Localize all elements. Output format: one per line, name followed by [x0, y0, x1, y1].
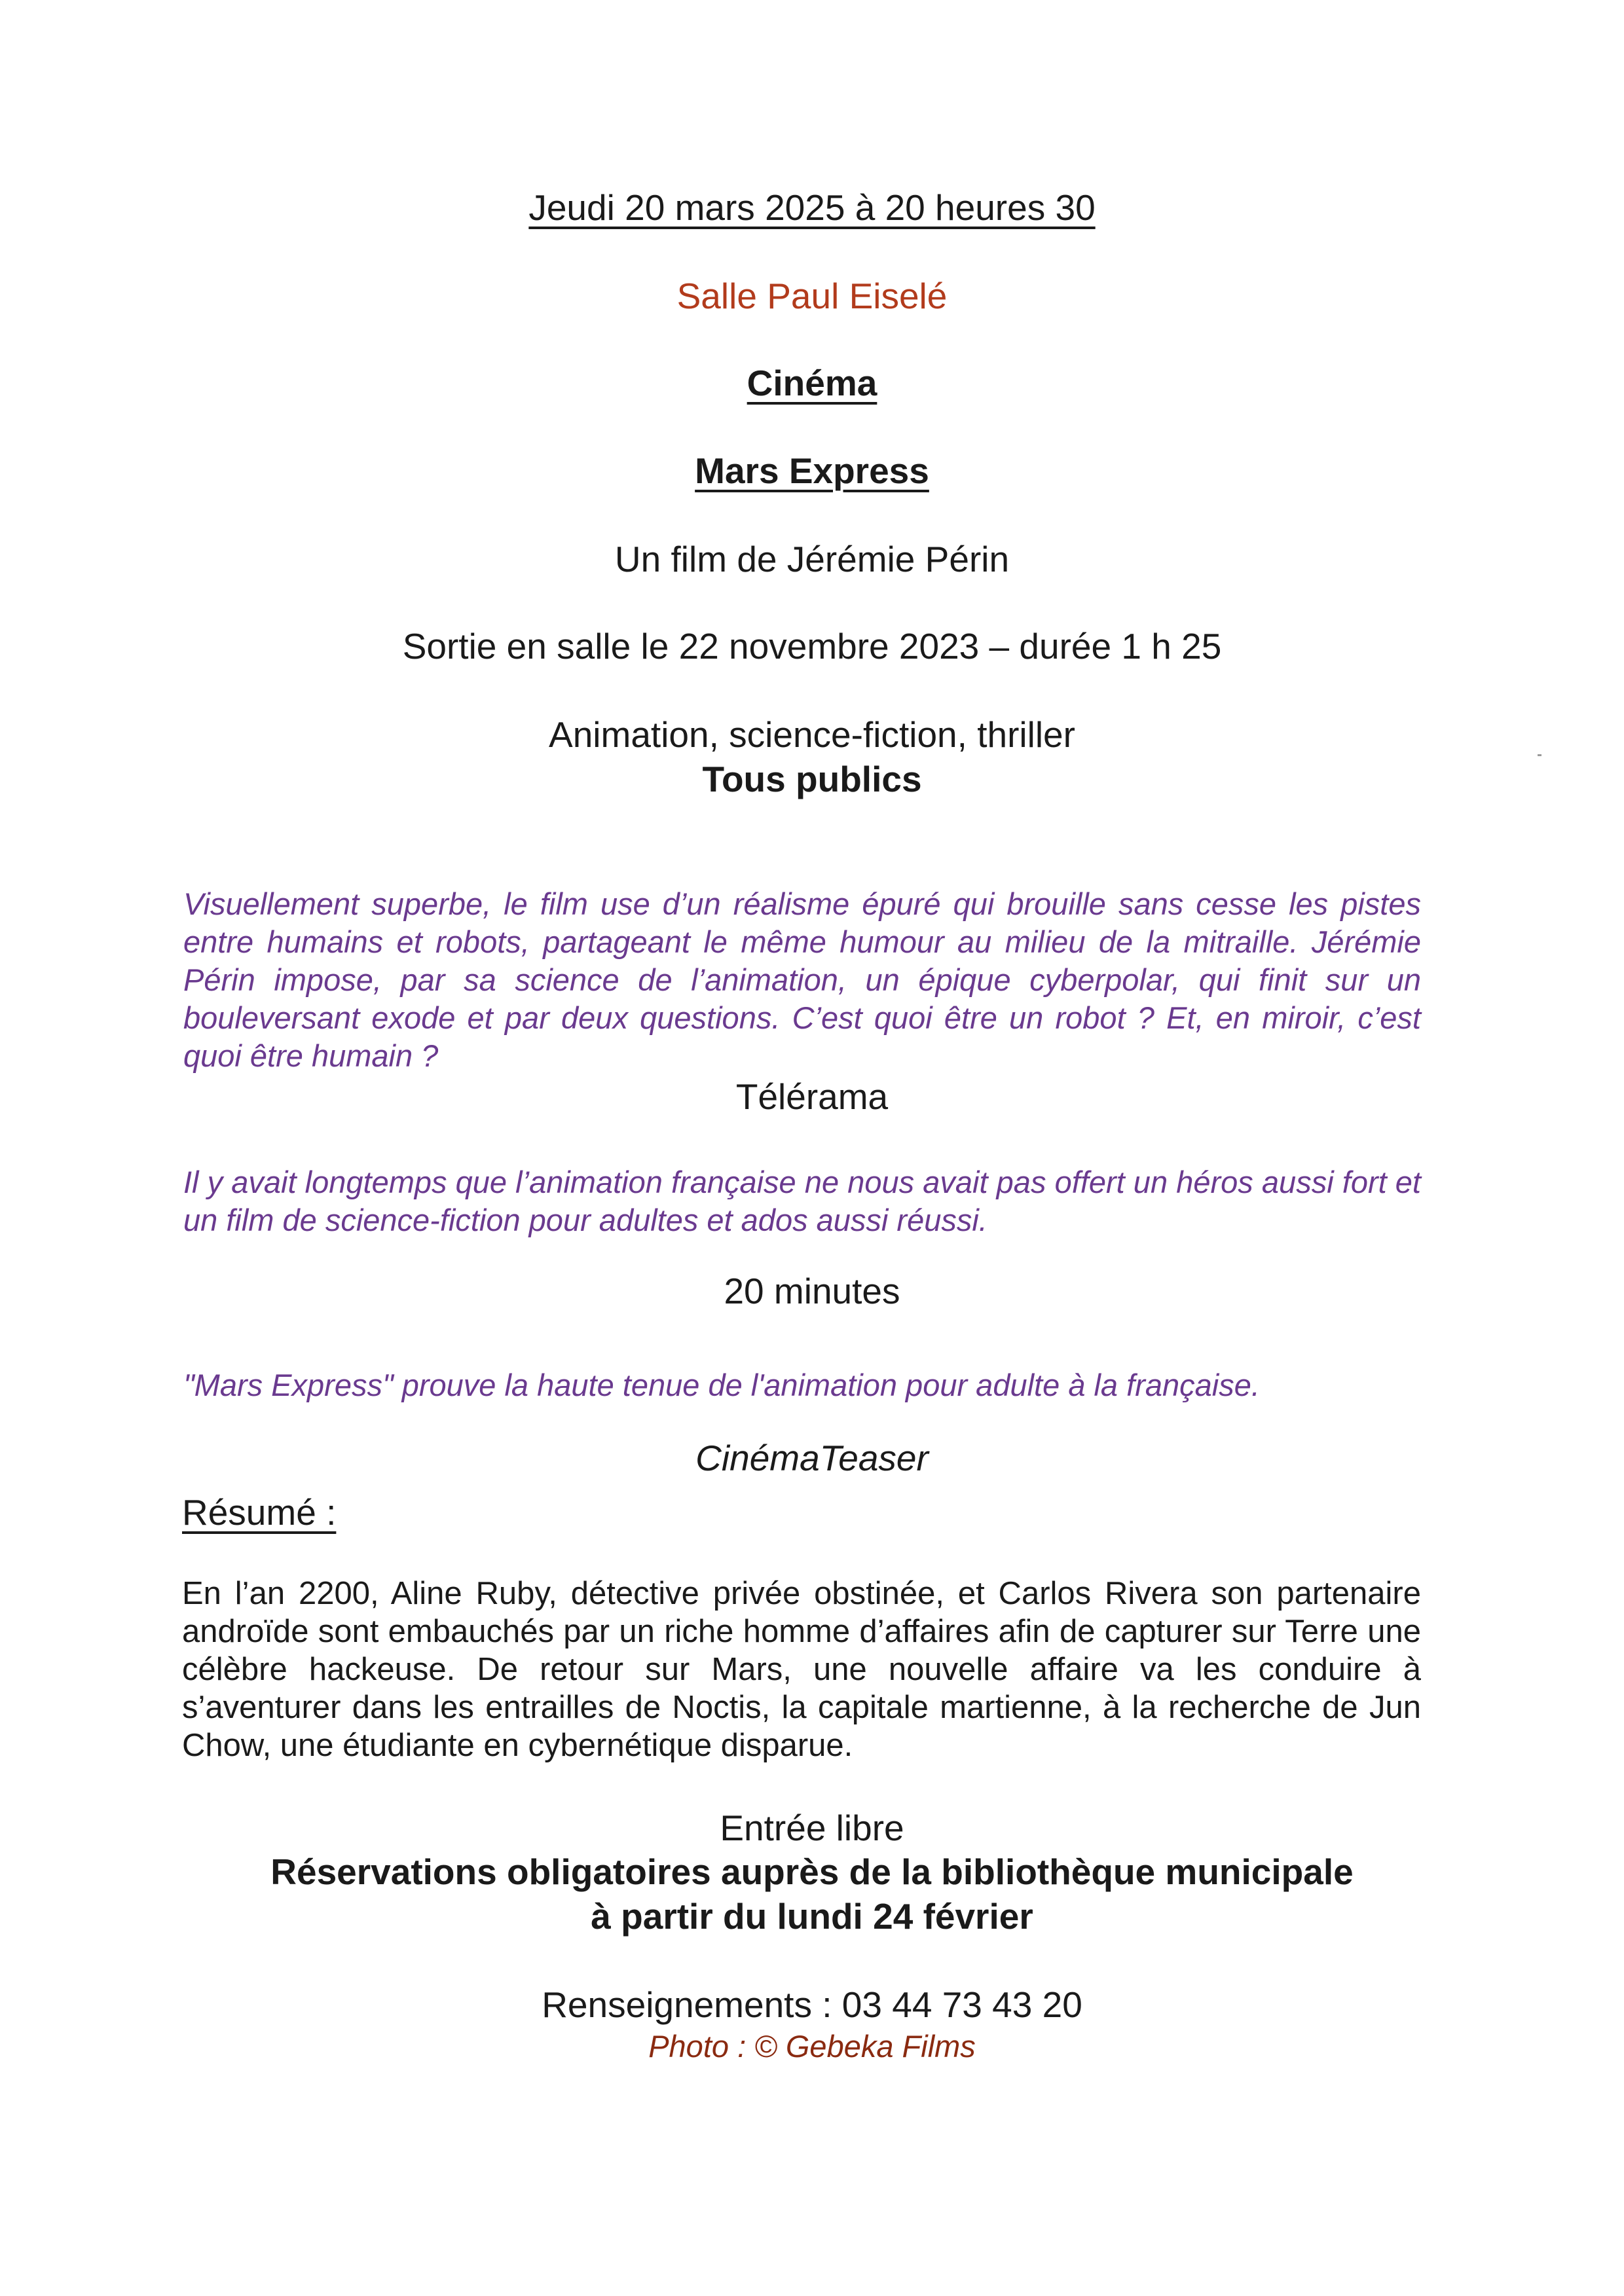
event-date: Jeudi 20 mars 2025 à 20 heures 30 [528, 187, 1096, 228]
review-source-telerama: Télérama [735, 1076, 889, 1117]
venue-name: Salle Paul Eiselé [676, 276, 948, 316]
entry-line: Entrée libre [720, 1808, 904, 1848]
audience-line: Tous publics [702, 759, 922, 799]
review-source-cinemateaser: CinémaTeaser [695, 1438, 929, 1478]
review-quote-cinemateaser: "Mars Express" prouve la haute tenue de l'animation pour adulte à la française. [183, 1368, 1260, 1402]
scan-speck [1538, 754, 1541, 756]
info-line: Renseignements : 03 44 73 43 20 [542, 1984, 1082, 2025]
film-title: Mars Express [695, 450, 929, 491]
photo-credit: Photo : © Gebeka Films [648, 2029, 976, 2064]
summary-heading: Résumé : [182, 1492, 337, 1533]
genres-line: Animation, science-fiction, thriller [549, 714, 1075, 755]
review-quote-telerama: Visuellement superbe, le film use d’un réalisme épuré qui brouille sans cesse les pistes entre humains et robots, partageant le même humour au milieu de la mitraille. Jérémie Périn impose, par sa science de l’animation, un épique cyberpolar, qui finit sur un bouleversant exode et par deux questions. C’est quoi être un robot ? Et, en miroir, c’est quoi être humain ? [183, 886, 1421, 1073]
release-line: Sortie en salle le 22 novembre 2023 – durée 1 h 25 [402, 626, 1222, 666]
reservation-line-1: Réservations obligatoires auprès de la bibliothèque municipale [270, 1851, 1354, 1892]
review-quote-20minutes: Il y avait longtemps que l’animation française ne nous avait pas offert un héros aussi fort et un film de science-fiction pour adultes et ados aussi réussi. [183, 1165, 1421, 1237]
review-source-20minutes: 20 minutes [724, 1271, 900, 1311]
director-line: Un film de Jérémie Périn [614, 539, 1010, 579]
summary-text: En l’an 2200, Aline Ruby, détective privée obstinée, et Carlos Rivera son partenaire androïde sont embauchés par un riche homme d’affaires afin de capturer sur Terre une célèbre hackeuse. De retour sur Mars, une nouvelle affaire va les conduire à s’aventurer dans les entrailles de Noctis, la capitale martienne, à la recherche de Jun Chow, une étudiante en cybernétique disparue. [182, 1576, 1421, 1763]
reservation-line-2: à partir du lundi 24 février [591, 1896, 1033, 1937]
category-heading: Cinéma [747, 363, 877, 403]
